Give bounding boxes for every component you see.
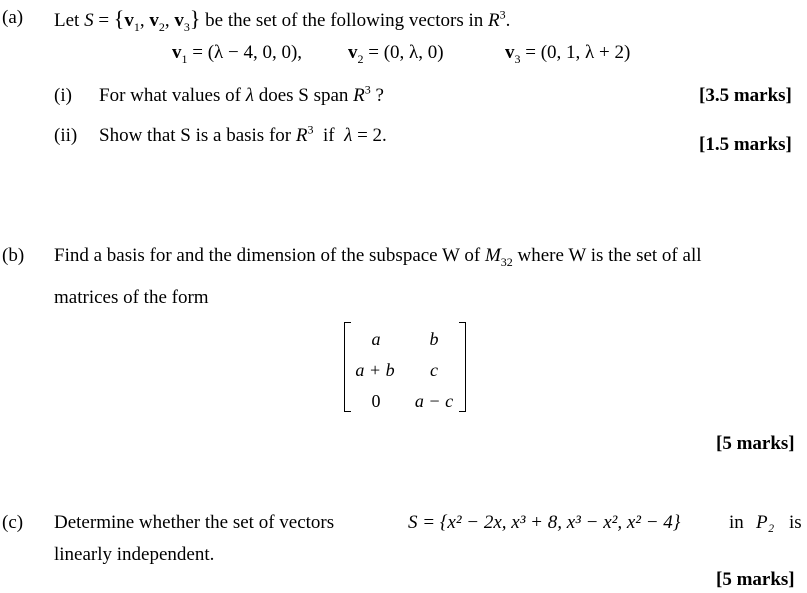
part-c-text-in: in bbox=[729, 512, 744, 533]
vector-v1: $v_1 = (\lambda - 4$, 0, 0), bbox=[172, 42, 303, 66]
part-b-marks: [5 marks] bbox=[716, 433, 795, 454]
r3-symbol: R bbox=[353, 85, 365, 106]
matrix bbox=[344, 322, 466, 412]
ii-text-2: if bbox=[322, 125, 335, 146]
matrix-r2c1: a + b bbox=[355, 360, 395, 380]
part-a-label: (a) bbox=[2, 7, 24, 28]
part-a-ii-marks: [1.5 marks] bbox=[699, 134, 792, 155]
v2-value: (0, λ, 0) bbox=[383, 42, 444, 63]
matrix-r3c1: 0 bbox=[371, 391, 381, 411]
m32-symbol: M bbox=[484, 245, 501, 266]
vector-v2: $v_2 = (0$, λ, 0) bbox=[348, 42, 444, 66]
part-c-text-2: linearly independent. bbox=[54, 544, 215, 565]
i-text-2: does S span bbox=[258, 85, 349, 106]
v3-value: (0, 1, λ + 2) bbox=[540, 42, 631, 63]
vector-v3: $v_3 = (0$, 1, λ + 2) bbox=[505, 42, 631, 66]
part-c-space: P₂ bbox=[756, 512, 775, 533]
ii-text-1: Show that S is a basis for bbox=[99, 125, 292, 146]
part-c-text-is: is bbox=[789, 512, 802, 533]
brace-close: } bbox=[189, 6, 201, 31]
part-a-ii-question: Show that S is a basis for $R^3$ if λ = 2. bbox=[99, 122, 387, 146]
r3-symbol: R bbox=[488, 10, 500, 31]
matrix-r3c2: a − c bbox=[414, 391, 454, 411]
part-c-label: (c) bbox=[2, 512, 24, 533]
lambda-symbol: λ bbox=[344, 125, 353, 146]
r3-symbol: R bbox=[295, 125, 308, 146]
v3-symbol: v bbox=[174, 10, 184, 31]
v1-symbol: v bbox=[124, 10, 134, 31]
matrix-r2c2: c bbox=[430, 360, 438, 380]
part-c-text-1: Determine whether the set of vectors bbox=[54, 512, 335, 533]
part-a-i-marks: [3.5 marks] bbox=[699, 85, 792, 106]
b-text-1: Find a basis for and the dimension of the subspace W of bbox=[54, 245, 481, 266]
v2-symbol: v bbox=[149, 10, 159, 31]
matrix-right-bracket bbox=[459, 322, 466, 412]
part-c-marks: [5 marks] bbox=[716, 569, 795, 590]
brace-open: { bbox=[113, 6, 125, 31]
set-s-symbol: S bbox=[84, 10, 94, 31]
part-a-ii-label: (ii) bbox=[54, 125, 78, 146]
let-word: Let bbox=[54, 10, 80, 31]
part-a-i-label: (i) bbox=[54, 85, 72, 106]
part-b-label: (b) bbox=[2, 245, 25, 266]
part-a-intro-line: Let $S = \{v_1$, $v_2$, $v_3$} be the set of the following vectors in $R^3$. bbox=[54, 6, 511, 34]
lambda-symbol: λ bbox=[245, 85, 254, 106]
part-a-i-question: For what values of λ does S span $R^3$ ? bbox=[99, 82, 384, 106]
part-c-polynomial-set: S = {x² − 2x, x³ + 8, x³ − x², x² − 4} bbox=[408, 512, 681, 533]
i-text-1: For what values of bbox=[99, 85, 241, 106]
intro-text: be the set of the following vectors in bbox=[205, 10, 484, 31]
matrix-r1c2: b bbox=[429, 329, 439, 349]
matrix-r1c1: a bbox=[371, 329, 381, 349]
ii-text-3: = 2. bbox=[357, 125, 387, 146]
v1-value: (λ − 4, 0, 0), bbox=[207, 42, 303, 63]
part-b-line-2: matrices of the form bbox=[54, 287, 209, 308]
part-b-line-1: Find a basis for and the dimension of the subspace W of $M_{32}$ where W is the set of all bbox=[54, 245, 702, 269]
b-text-2: where W is the set of all bbox=[517, 245, 702, 266]
